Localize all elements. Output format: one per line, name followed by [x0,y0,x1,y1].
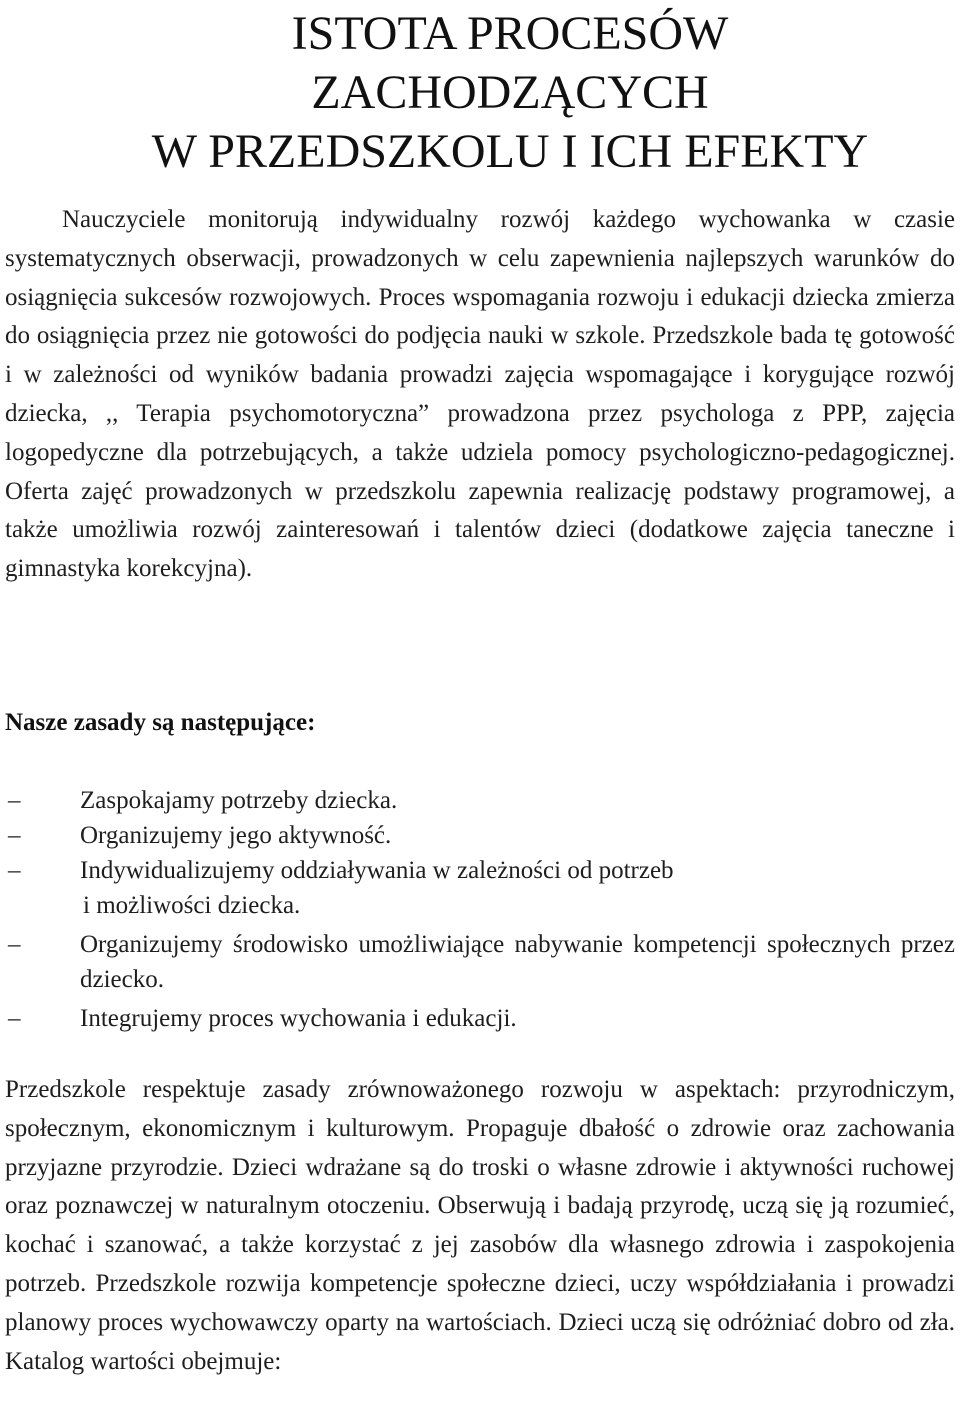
principle-item [0,1001,955,1036]
intro-paragraph: Nauczyciele monitorują indywidualny rozwój każdego wychowanka w czasie systematycznych obserwacji, prowadzonych w celu zapewnienia najlepszych warunków do osiągnięcia sukcesów rozwojowych. Proces wspomagania rozwoju i edukacji dziecka zmierza do osiągnięcia przez nie gotowości do podjęcia nauki w szkole. Przedszkole bada tę gotowość i w zależności od wyników badania prowadzi zajęcia wspomagające i korygujące rozwój dziecka, ,, Terapia psychomotoryczna” prowadzona przez psychologa z PPP, zajęcia logopedyczne dla potrzebujących, a także udziela pomocy psychologiczno-pedagogicznej. Oferta zajęć prowadzonych w przedszkolu zapewnia realizację podstawy programowej, a także umożliwia rozwój zainteresowań i talentów dzieci (dodatkowe zajęcia taneczne i gimnastyka korekcyjna). [5,206,955,583]
principle-text: Organizujemy środowisko umożliwiające nabywanie kompetencji społecznych przez dziecko. [80,931,955,993]
principle-item [0,783,955,818]
dash-bullet: – [8,822,21,849]
principle-item [0,927,955,997]
title-line-2: ZACHODZĄCYCH [311,66,709,119]
title-line-3: W PRZEDSZKOLU I ICH EFEKTY [151,125,869,178]
dash-bullet: – [8,931,21,958]
principle-text: Integrujemy proces wychowania i edukacji. [80,1005,517,1032]
sustainability-paragraph: Przedszkole respektuje zasady zrównoważonego rozwoju w aspektach: przyrodniczym, społecznym, ekonomicznym i kulturowym. Propaguje dbałość o zdrowie oraz zachowania przyjazne przyrodzie. Dzieci wdrażane są do troski o własne zdrowie i aktywności ruchowej oraz poznawczej w naturalnym otoczeniu. Obserwują i badają przyrodę, uczą się ją rozumieć, kochać i szanować, a także korzystać z jej zasobów dla własnego zdrowia i zaspokojenia potrzeb. Przedszkole rozwija kompetencje społeczne dzieci, uczy współdziałania i prowadzi planowy proces wychowawczy oparty na wartościach. Dzieci uczą się odróżniać dobro od zła. Katalog wartości obejmuje: [5,1076,955,1375]
principle-text: Indywidualizujemy oddziaływania w zależności od potrzeb [80,857,674,884]
principles-list [0,783,955,1036]
dash-bullet: – [8,1005,21,1032]
principle-text: Zaspokajamy potrzeby dziecka. [80,787,398,814]
principle-item [0,818,955,853]
title-line-1: ISTOTA PROCESÓW [291,7,729,60]
page-title [0,4,960,181]
dash-bullet: – [8,857,21,884]
principle-text-continuation: i możliwości dziecka. [83,892,301,919]
principle-item [0,853,955,923]
dash-bullet: – [8,787,21,814]
principles-heading: Nasze zasady są następujące: [5,709,316,736]
principle-text: Organizujemy jego aktywność. [80,822,392,849]
